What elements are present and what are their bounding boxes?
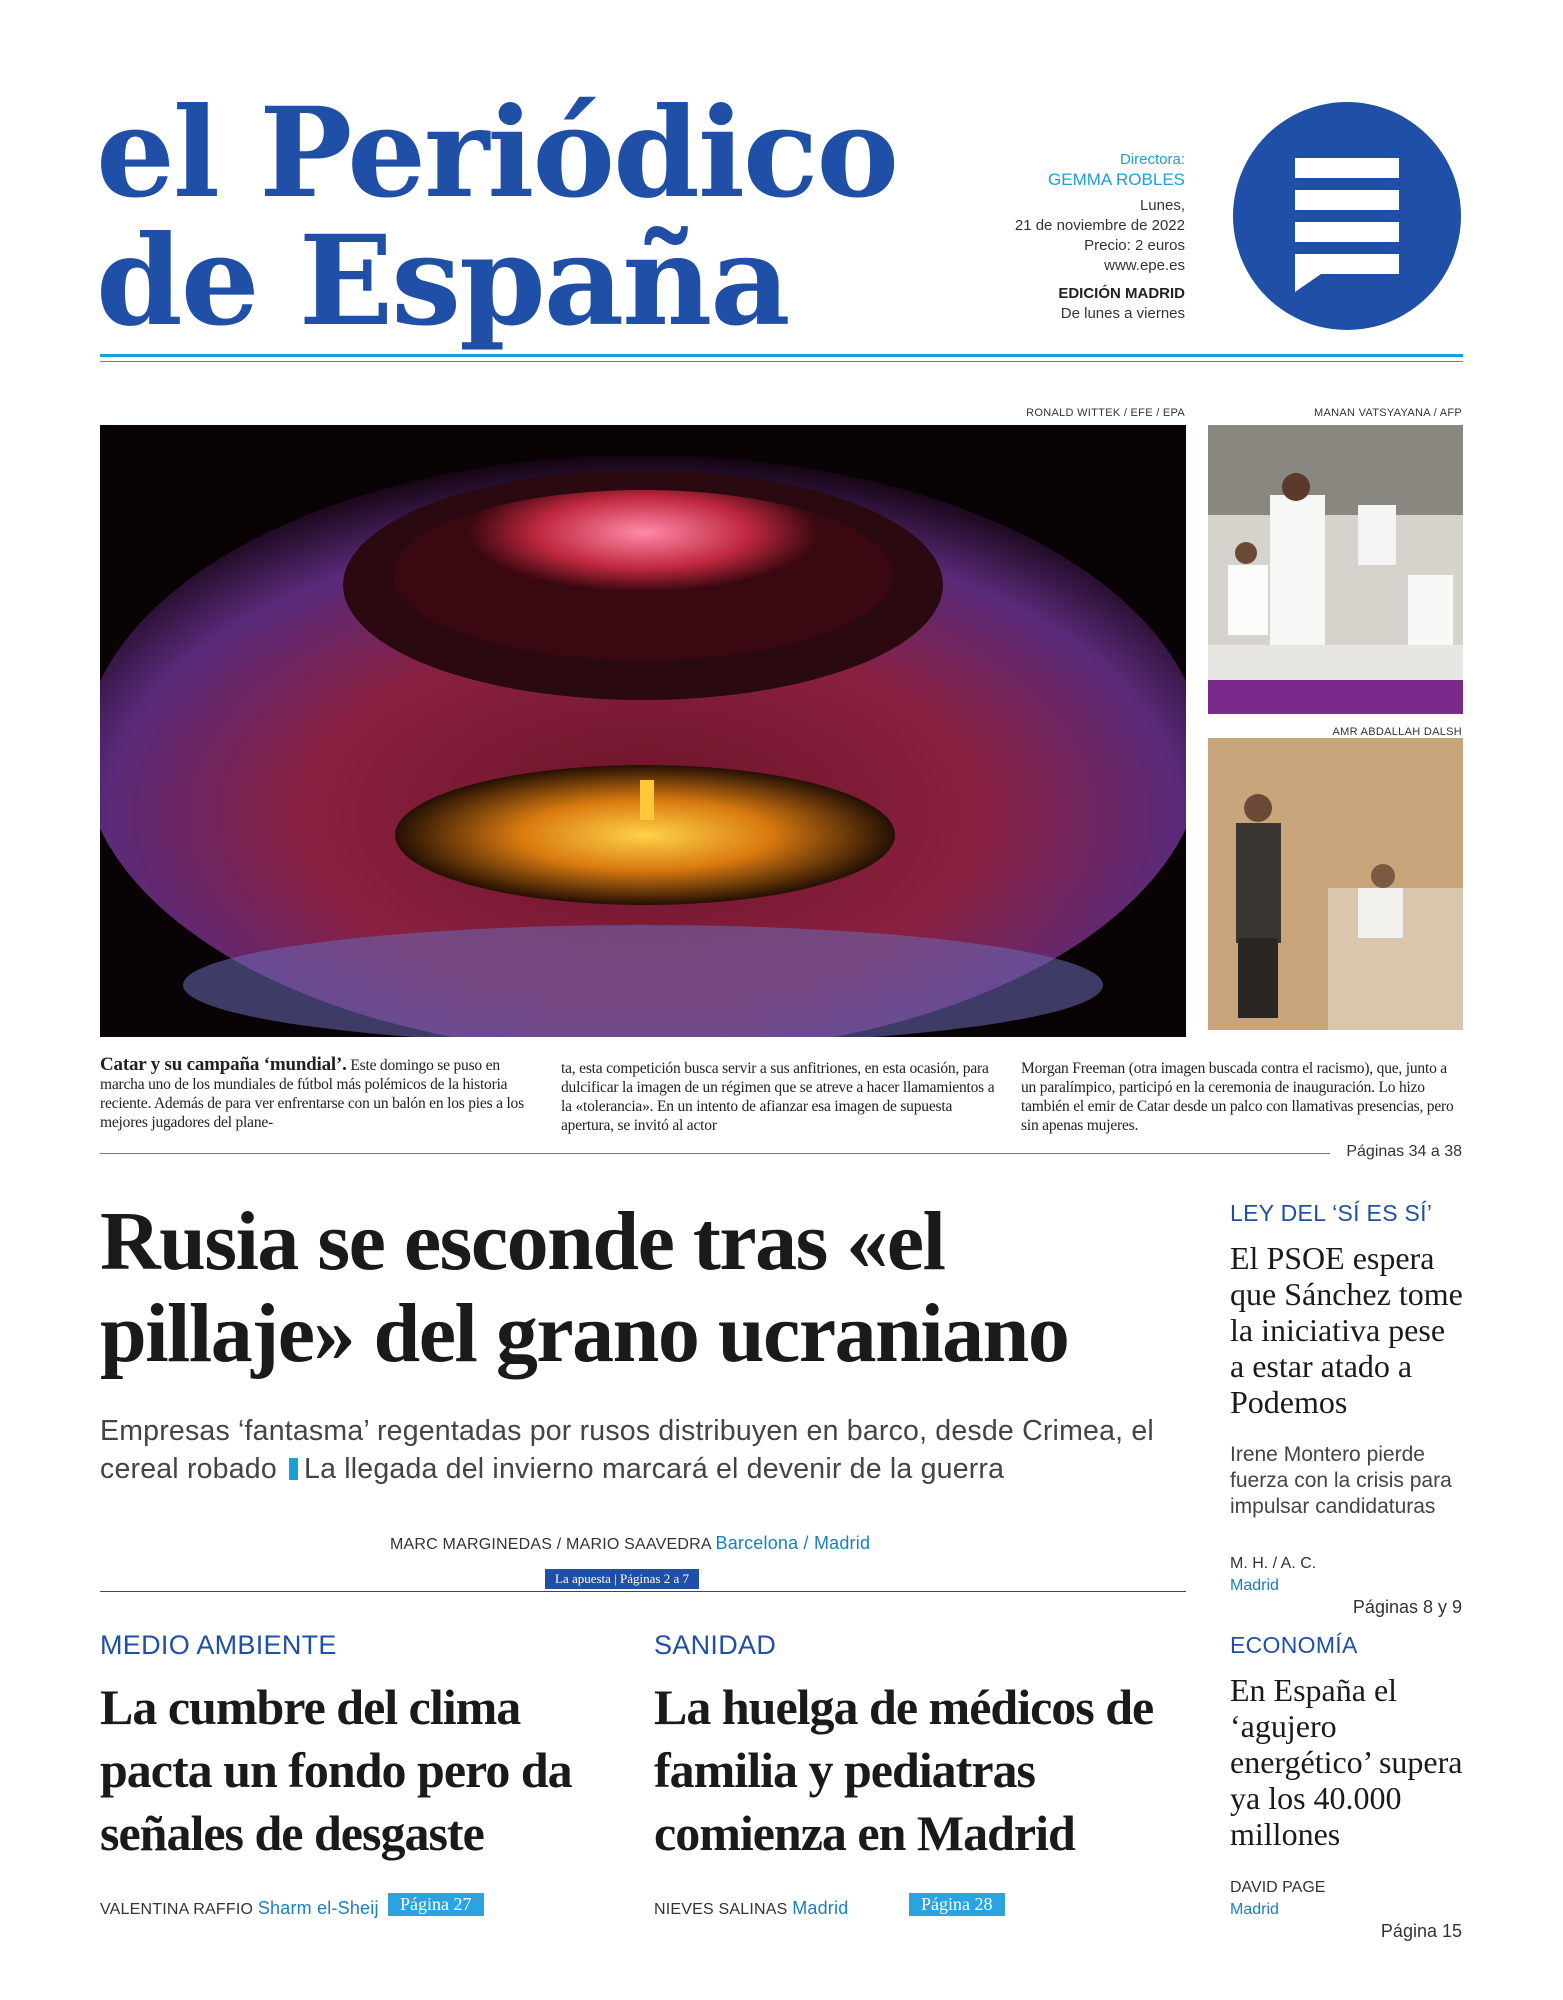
issue-day: Lunes,: [1139, 197, 1185, 214]
issue-price: Precio: 2 euros: [1084, 237, 1185, 254]
masthead-rule-thin: [100, 361, 1463, 362]
energy-city: Madrid: [1230, 1901, 1279, 1918]
masthead-title-line2: de España: [96, 209, 789, 354]
energy-pages[interactable]: Página 15: [1380, 1921, 1462, 1941]
psoe-pages[interactable]: Páginas 8 y 9: [1352, 1597, 1462, 1617]
energy-byline: DAVID PAGE: [1230, 1879, 1326, 1896]
issue-date: 21 de noviembre de 2022: [1014, 217, 1185, 234]
website: www.epe.es: [1104, 257, 1185, 274]
section-economia: ECONOMÍA: [1230, 1632, 1358, 1658]
psoe-subhead: Irene Montero pierde fuerza con la crisis para impulsar candidaturas: [1230, 1443, 1452, 1518]
caption-col-3: Morgan Freeman (otra imagen buscada contra el racismo), que, junto a un paralímpico, participó en la ceremonia de inauguración. Lo hizo también el emir de Catar desde un palco con llamativas presencias, pero sin apenas mujeres.: [1021, 1060, 1454, 1134]
frequency: De lunes a viernes: [1060, 305, 1185, 322]
lead-rule: [100, 1591, 1186, 1592]
health-author: NIEVES SALINAS: [654, 1901, 788, 1918]
lead-pages-tag[interactable]: La apuesta | Páginas 2 a 7: [545, 1569, 699, 1589]
health-headline[interactable]: La huelga de médicos de familia y pediatras comienza en Madrid: [654, 1679, 1154, 1861]
health-byline: [654, 1898, 848, 1919]
directora-label: Directora:: [1119, 151, 1185, 168]
caption-col-2: ta, esta competición busca servir a sus anfitriones, en esta ocasión, para dulcificar la imagen de un régimen que se atreve a hacer llamamientos a la «tolerancia». En un intento de afianzar esa imagen de supuesta apertura, se invitó al actor: [561, 1060, 995, 1134]
emir-box-photo: [1208, 425, 1463, 714]
climate-city: Sharm el-Sheij: [257, 1898, 379, 1918]
epe-speech-bubble-logo-icon: [1233, 102, 1461, 330]
lead-cities: Barcelona / Madrid: [715, 1533, 871, 1553]
climate-author: VALENTINA RAFFIO: [100, 1901, 254, 1918]
section-ley-si-es-si: LEY DEL ‘SÍ ES SÍ’: [1230, 1200, 1433, 1226]
masthead-title-line1: el Periódico: [96, 81, 898, 226]
climate-headline[interactable]: La cumbre del clima pacta un fondo pero da señales de desgaste: [100, 1679, 572, 1861]
directora-name: GEMMA ROBLES: [1048, 170, 1185, 189]
health-city: Madrid: [792, 1898, 849, 1918]
section-medio-ambiente: MEDIO AMBIENTE: [100, 1630, 337, 1660]
top-right-photo-credit: MANAN VATSYAYANA / AFP: [1313, 407, 1462, 419]
caption-col-1: [100, 1055, 543, 1132]
lead-byline: [390, 1533, 870, 1554]
caption-pages[interactable]: Páginas 34 a 38: [1346, 1143, 1462, 1160]
separator-bar-icon: [289, 1458, 298, 1480]
climate-byline: [100, 1898, 379, 1919]
psoe-city: Madrid: [1230, 1577, 1279, 1594]
freeman-ceremony-photo: [1208, 738, 1463, 1030]
caption-lead: Catar y su campaña ‘mundial’.: [100, 1054, 347, 1075]
psoe-headline[interactable]: El PSOE espera que Sánchez tome la iniciativa pese a estar atado a Podemos: [1230, 1240, 1463, 1420]
edition: EDICIÓN MADRID: [1058, 285, 1185, 302]
main-photo-credit: RONALD WITTEK / EFE / EPA: [1026, 407, 1185, 419]
bottom-right-photo-credit: AMR ABDALLAH DALSH: [1332, 726, 1462, 738]
health-page-tag[interactable]: Página 28: [909, 1893, 1005, 1916]
lead-headline[interactable]: Rusia se esconde tras «el pillaje» del grano ucraniano: [100, 1195, 1069, 1380]
lead-subhead-2: La llegada del invierno marcará el devenir de la guerra: [304, 1453, 1005, 1485]
climate-page-tag[interactable]: Página 27: [388, 1893, 484, 1916]
masthead-rule: [100, 354, 1463, 357]
caption-col1-text: Este domingo se puso en marcha uno de los mundiales de fútbol más polémicos de la historia reciente. Además de para ver enfrentarse con un balón en los pies a los mejores jugadores del plane-: [100, 1057, 524, 1131]
lead-subhead: [100, 1412, 1190, 1488]
main-photo-stadium: [100, 425, 1186, 1037]
lead-subhead-1: Empresas ‘fantasma’ regentadas por rusos distribuyen en barco, desde Crimea, el cereal robado: [100, 1415, 1154, 1485]
psoe-byline: M. H. / A. C.: [1230, 1555, 1317, 1572]
section-sanidad: SANIDAD: [654, 1630, 777, 1660]
caption-rule: [100, 1153, 1330, 1154]
masthead-meta: [1015, 150, 1185, 324]
energy-headline[interactable]: En España el ‘agujero energético’ supera ya los 40.000 millones: [1230, 1672, 1463, 1852]
lead-authors: MARC MARGINEDAS / MARIO SAAVEDRA: [390, 1536, 711, 1553]
